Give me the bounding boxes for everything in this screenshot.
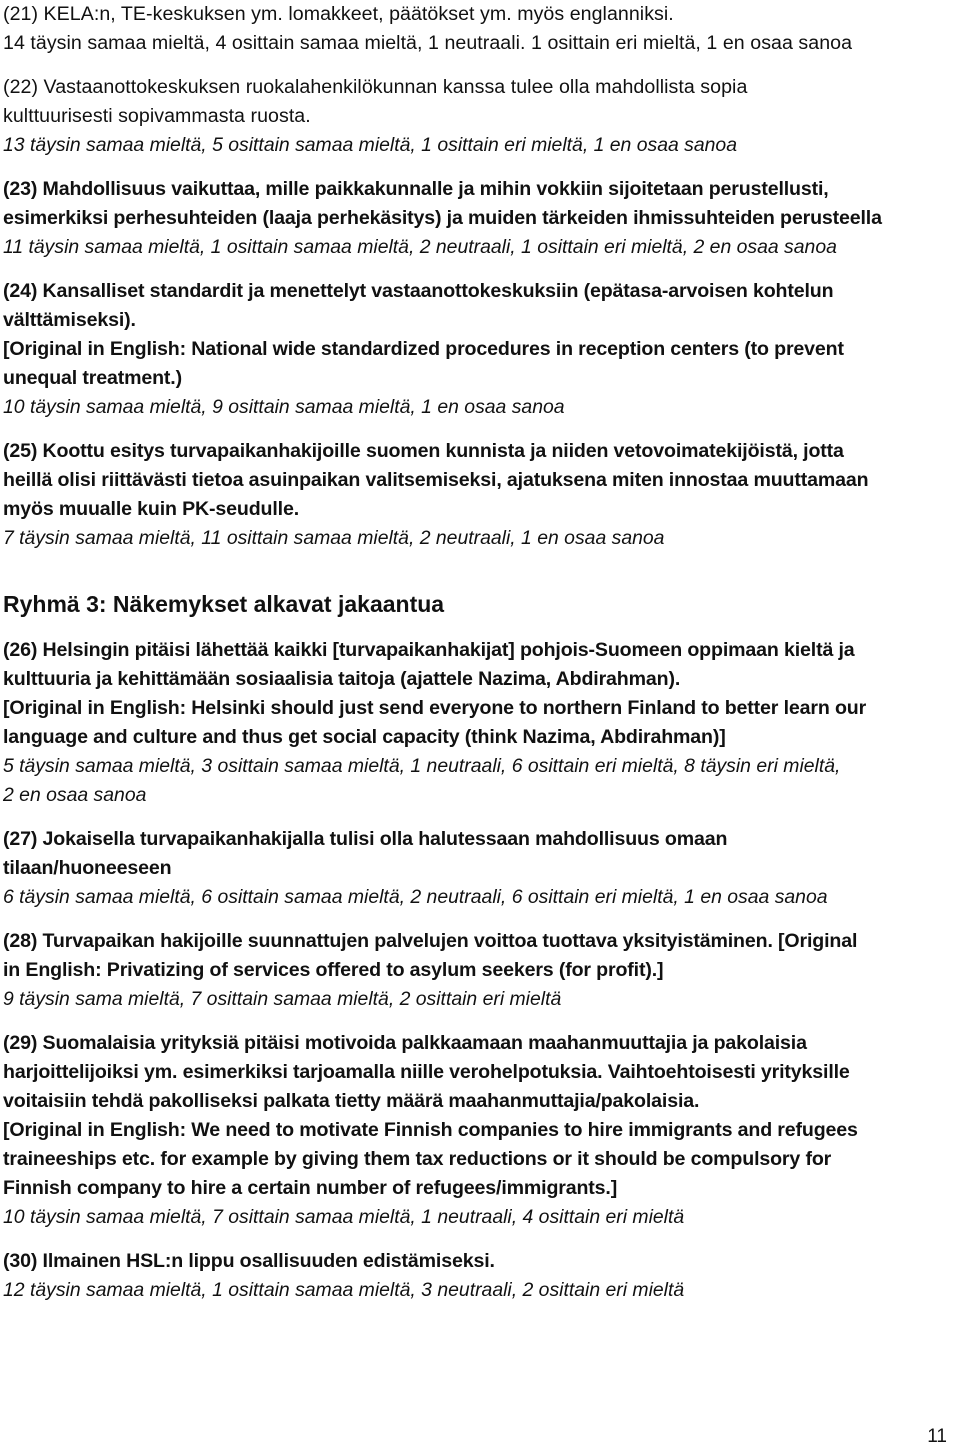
item-answer-line: 11 täysin samaa mieltä, 1 osittain samaa mieltä, 2 neutraali, 1 osittain eri mieltä, 2 en osaa sanoa (3, 236, 837, 258)
survey-item-23 (3, 175, 957, 262)
survey-item-26 (3, 636, 957, 810)
survey-item-25 (3, 437, 957, 553)
item-answer-line: 5 täysin samaa mieltä, 3 osittain samaa mieltä, 1 neutraali, 6 osittain eri mieltä, 8 täysin eri mieltä, (3, 755, 841, 777)
item-question-line: esimerkiksi perhesuhteiden (laaja perhekäsitys) ja muiden tärkeiden ihmissuhteiden perusteella (3, 207, 882, 229)
item-question-line: (30) Ilmainen HSL:n lippu osallisuuden edistämiseksi. (3, 1250, 495, 1272)
survey-item-27 (3, 825, 957, 912)
item-answer-line: 12 täysin samaa mieltä, 1 osittain samaa mieltä, 3 neutraali, 2 osittain eri mieltä (3, 1279, 685, 1301)
survey-item-22 (3, 73, 957, 160)
item-question-line: (23) Mahdollisuus vaikuttaa, mille paikkakunnalle ja mihin vokkiin sijoitetaan perustellusti, (3, 178, 829, 200)
item-original-english-line: [Original in English: We need to motivate Finnish companies to hire immigrants and refugees (3, 1119, 858, 1141)
item-question-line: in English: Privatizing of services offered to asylum seekers (for profit).] (3, 959, 664, 981)
item-original-english-line: unequal treatment.) (3, 367, 182, 389)
item-answer-line: 13 täysin samaa mieltä, 5 osittain samaa mieltä, 1 osittain eri mieltä, 1 en osaa sanoa (3, 134, 737, 156)
item-question-line: (28) Turvapaikan hakijoille suunnattujen palvelujen voittoa tuottava yksityistäminen. [Original (3, 930, 858, 952)
item-question-line: kulttuurisesti sopivammasta ruosta. (3, 105, 311, 127)
item-answer-line: 2 en osaa sanoa (3, 784, 147, 806)
item-question-line: välttämiseksi). (3, 309, 136, 331)
survey-item-24 (3, 277, 957, 422)
item-original-english-line: language and culture and thus get social capacity (think Nazima, Abdirahman)] (3, 726, 726, 748)
item-answer-line: 10 täysin samaa mieltä, 9 osittain samaa mieltä, 1 en osaa sanoa (3, 396, 565, 418)
item-question-line: kulttuuria ja kehittämään sosiaalisia taitoja (ajattele Nazima, Abdirahman). (3, 668, 681, 690)
item-question-line: (21) KELA:n, TE-keskuksen ym. lomakkeet, päätökset ym. myös englanniksi. (3, 3, 674, 25)
item-question-line: tilaan/huoneeseen (3, 857, 172, 879)
item-original-english-line: [Original in English: Helsinki should just send everyone to northern Finland to better learn our (3, 697, 867, 719)
page-number: 11 (927, 1426, 947, 1447)
document-page (3, 0, 957, 1305)
item-question-line: myös muualle kuin PK-seudulle. (3, 498, 300, 520)
survey-item-29 (3, 1029, 957, 1232)
survey-item-21 (3, 0, 957, 58)
item-question-line: (26) Helsingin pitäisi lähettää kaikki [turvapaikanhakijat] pohjois-Suomeen oppimaan kieltä ja (3, 639, 855, 661)
section-heading: Ryhmä 3: Näkemykset alkavat jakaantua (3, 591, 445, 617)
survey-item-30 (3, 1247, 957, 1305)
item-answer-line: 14 täysin samaa mieltä, 4 osittain samaa mieltä, 1 neutraali. 1 osittain eri mieltä, 1 en osaa sanoa (3, 32, 853, 54)
item-answer-line: 7 täysin samaa mieltä, 11 osittain samaa mieltä, 2 neutraali, 1 en osaa sanoa (3, 527, 665, 549)
item-question-line: (27) Jokaisella turvapaikanhakijalla tulisi olla halutessaan mahdollisuus omaan (3, 828, 728, 850)
item-question-line: (24) Kansalliset standardit ja menettelyt vastaanottokeskuksiin (epätasa-arvoisen kohtelun (3, 280, 834, 302)
item-question-line: heillä olisi riittävästi tietoa asuinpaikan valitsemiseksi, ajatuksena miten innostaa muuttamaan (3, 469, 869, 491)
item-answer-line: 9 täysin sama mieltä, 7 osittain samaa mieltä, 2 osittain eri mieltä (3, 988, 562, 1010)
item-question-line: (25) Koottu esitys turvapaikanhakijoille suomen kunnista ja niiden vetovoimatekijöistä, jotta (3, 440, 844, 462)
item-question-line: harjoittelijoiksi ym. esimerkiksi tarjoamalla niille verohelpotuksia. Vaihtoehtoisesti yrityksille (3, 1061, 850, 1083)
item-question-line: (29) Suomalaisia yrityksiä pitäisi motivoida palkkaamaan maahanmuuttajia ja pakolaisia (3, 1032, 807, 1054)
item-original-english-line: [Original in English: National wide standardized procedures in reception centers (to prevent (3, 338, 844, 360)
item-answer-line: 6 täysin samaa mieltä, 6 osittain samaa mieltä, 2 neutraali, 6 osittain eri mieltä, 1 en osaa sanoa (3, 886, 828, 908)
item-answer-line: 10 täysin samaa mieltä, 7 osittain samaa mieltä, 1 neutraali, 4 osittain eri mieltä (3, 1206, 685, 1228)
item-original-english-line: Finnish company to hire a certain number of refugees/immigrants.] (3, 1177, 618, 1199)
item-question-line: voitaisiin tehdä pakolliseksi palkata tietty määrä maahanmuttajia/pakolaisia. (3, 1090, 700, 1112)
survey-item-28 (3, 927, 957, 1014)
item-original-english-line: traineeships etc. for example by giving them tax reductions or it should be compulsory for (3, 1148, 832, 1170)
item-question-line: (22) Vastaanottokeskuksen ruokalahenkilökunnan kanssa tulee olla mahdollista sopia (3, 76, 748, 98)
